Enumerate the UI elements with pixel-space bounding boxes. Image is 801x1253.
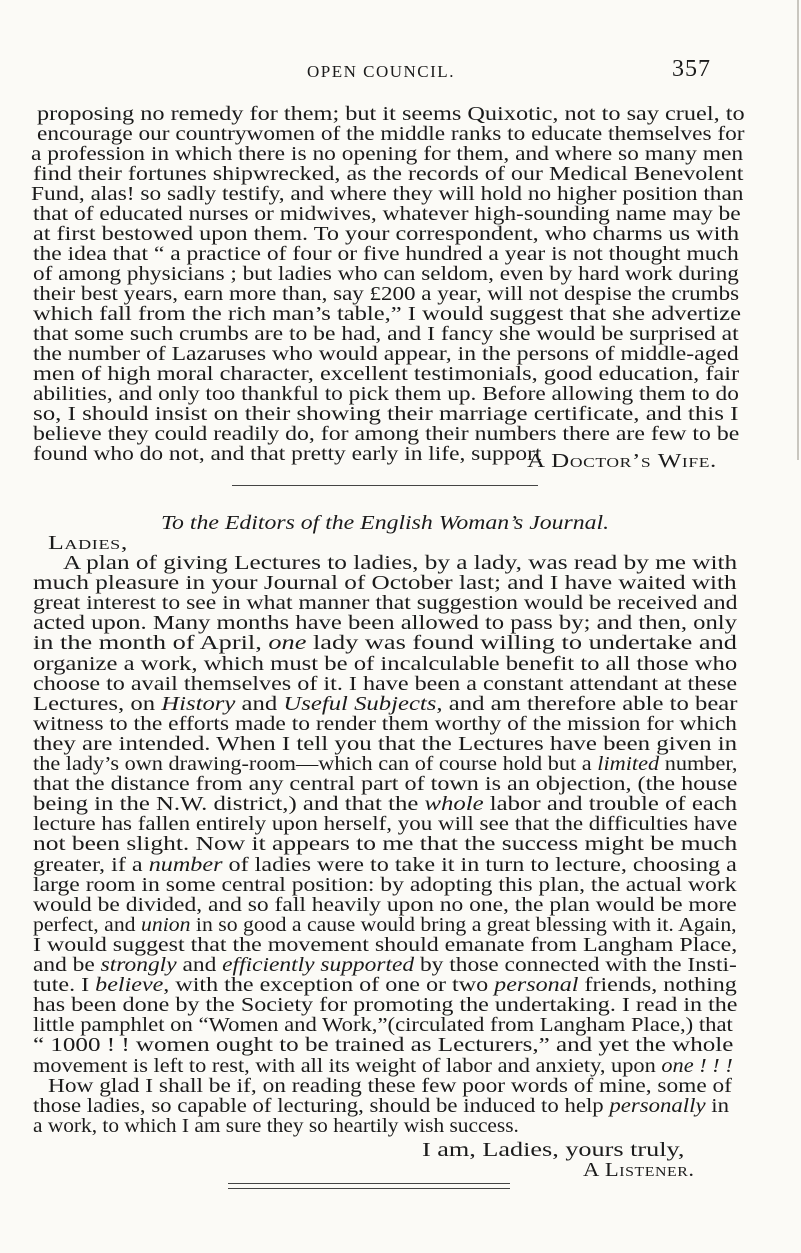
paragraph-line [33,674,737,694]
text-run: organize a work, which must be of incalculable benefit to all those who [33,652,738,675]
text-run: would be divided, and so fall heavily upon no one, the plan would be more [33,893,737,916]
paragraph-line [33,855,737,875]
italic-emphasis: efficiently supported [222,954,415,976]
paragraph-line [48,1076,732,1096]
paragraph-line [33,633,737,653]
paragraph-line [33,754,737,774]
paragraph-line: believe they could readily do, for among their numbers there are few to be [33,423,740,445]
text-run: tute. I [33,974,96,997]
text-run: great interest to see in what manner that suggestion would be received and [33,592,738,615]
text-run: lady was found willing to undertake and [306,632,737,655]
paragraph-line: a profession in which there is no opening for them, and where so many men [31,143,744,165]
text-run: I would suggest that the movement should emanate from Langham Place, [33,933,738,956]
paragraph-line [33,955,737,975]
italic-emphasis: one [268,632,307,655]
text-run: lecture has fallen entirely upon herself, you will see that the difficulties have [33,813,738,836]
paragraph-line [33,834,737,854]
text-run: of ladies were to take it in turn to lecture, choosing a [222,853,737,876]
text-run: , and am therefore able to bear [436,692,738,715]
paragraph-line [33,714,737,734]
text-run: “ 1000 ! ! women ought to be trained as Lecturers,” and yet the whole [33,1034,734,1057]
text-run: number, [659,753,738,775]
paragraph-line [33,915,737,935]
paragraph-line [33,593,737,613]
paragraph-line: the number of Lazaruses who would appear, in the persons of middle-aged [33,343,739,365]
paragraph-line: so, I should insist on their showing their marriage certificate, and this I [33,403,739,425]
text-run: by those connected with the Insti- [414,954,737,976]
text-run: large room in some central position: by adopting this plan, the actual work [33,873,737,896]
paragraph-line [33,1015,733,1035]
page-number: 357 [672,56,711,82]
text-run: acted upon. Many months have been allowed to pass by; and then, only [33,612,737,635]
italic-emphasis: History [161,692,236,715]
paragraph-line: found who do not, and that pretty early in life, support [33,443,542,465]
italic-emphasis: personally [609,1094,706,1117]
italic-emphasis: Useful Subjects [283,692,437,715]
end-rule-top [228,1183,510,1184]
paragraph-line: of among physicians ; but ladies who can seldom, even by hard work during [33,263,739,285]
paragraph-line [33,654,737,674]
paragraph-line: their best years, earn more than, say £200 a year, will not despise the crumbs [33,283,740,305]
text-run: movement is left to rest, with all its weight of labor and anxiety, upon [33,1054,662,1077]
paragraph-line [33,975,737,995]
text-run: perfect, and [33,913,141,936]
text-run: , with the exception of one or two [163,974,495,997]
text-run: being in the N.W. district,) and that the [33,793,425,816]
italic-emphasis: strongly [100,954,177,976]
paragraph-line [33,694,737,714]
text-run: much pleasure in your Journal of October last; and I have waited with [33,572,737,595]
letter-heading: To the Editors of the English Woman’s Journal. [161,512,610,534]
text-run: a work, to which I am sure they so heartily wish success. [33,1114,519,1137]
paragraph-line: that some such crumbs are to be had, and I fancy she would be surprised at [33,323,739,345]
text-run: they are intended. When I tell you that the Lectures have been given in [33,732,738,755]
paragraph-line: abilities, and only too thankful to pick them up. Before allowing them to do [33,383,739,405]
text-run: that the distance from any central part of town is an objection, (the house [33,773,738,796]
italic-emphasis: number [148,853,223,876]
end-rule-bottom [228,1188,510,1189]
italic-emphasis: personal [494,974,579,997]
paragraph-line [33,1096,729,1116]
text-run: witness to the efforts made to render them worthy of the mission for which [33,712,737,735]
paragraph-line [33,814,737,834]
text-run: in [705,1094,729,1117]
paragraph-line: proposing no remedy for them; but it seems Quixotic, not to say cruel, to [37,103,745,125]
paragraph-line [33,613,737,633]
paragraph-line [33,734,737,754]
paragraph-line [33,1116,519,1136]
text-run: the lady’s own drawing-room—which can of course hold but a [33,753,598,775]
paragraph-line [33,895,737,915]
text-run: greater, if a [33,853,149,876]
paragraph-line: that of educated nurses or midwives, whatever high-sounding name may be [33,203,741,225]
paragraph-line: Fund, alas! so sadly testify, and where they will hold no higher position than [31,183,744,205]
paragraph-line [33,774,737,794]
paragraph-line [33,1056,733,1076]
text-run: in the month of April, [33,632,269,655]
paragraph-line [33,995,737,1015]
text-run: choose to avail themselves of it. I have been a constant attendant at these [33,672,738,695]
closing-line: I am, Ladies, yours truly, [422,1139,685,1161]
text-run: friends, nothing [578,974,737,997]
italic-emphasis: believe [95,974,164,997]
salutation: Ladies, [48,532,128,554]
text-run: and [176,954,223,976]
paragraph-line: encourage our countrywomen of the middle ranks to educate themselves for [37,123,745,145]
italic-emphasis: one ! ! ! [661,1054,733,1077]
paragraph-line [33,573,737,593]
page-header [0,56,801,96]
paragraph-line: which fall from the rich man’s table,” I would suggest that she advertize [33,303,742,325]
paragraph-line: men of high moral character, excellent testimonials, good education, fair [33,363,740,385]
text-run: little pamphlet on “Women and Work,”(circulated from Langham Place,) that [33,1014,733,1037]
italic-emphasis: limited [597,753,660,775]
signature-listener: A Listener. [583,1159,695,1181]
text-run: Lectures, on [33,692,162,715]
text-run: and [235,692,284,715]
text-run: in so good a cause would bring a great blessing with it. Again, [190,913,737,936]
paragraph-line [33,1035,733,1055]
text-run: has been done by the Society for promoting the undertaking. I read in the [33,994,738,1017]
paragraph-line [33,875,737,895]
section-divider [232,485,538,486]
paragraph-line: at first bestowed upon them. To your correspondent, who charms us with [33,223,740,245]
signature-doctors-wife: A Doctor’s Wife. [527,450,717,472]
paragraph-line: find their fortunes shipwrecked, as the records of our Medical Benevolent [33,163,744,185]
text-run: How glad I shall be if, on reading these few poor words of mine, some of [48,1074,732,1097]
paragraph-line [33,794,737,814]
text-run: not been slight. Now it appears to me that the success might be much [33,833,738,856]
paragraph-line [33,935,737,955]
italic-emphasis: union [140,913,191,936]
paragraph-line [63,553,737,573]
italic-emphasis: whole [424,793,484,816]
paragraph-line: the idea that “ a practice of four or five hundred a year is not thought much [33,243,739,265]
text-run: and be [33,954,101,976]
running-title: OPEN COUNCIL. [307,62,455,81]
text-run: labor and trouble of each [483,793,738,816]
text-run: those ladies, so capable of lecturing, should be induced to help [33,1094,610,1117]
text-run: A plan of giving Lectures to ladies, by a lady, was read by me with [63,552,738,574]
